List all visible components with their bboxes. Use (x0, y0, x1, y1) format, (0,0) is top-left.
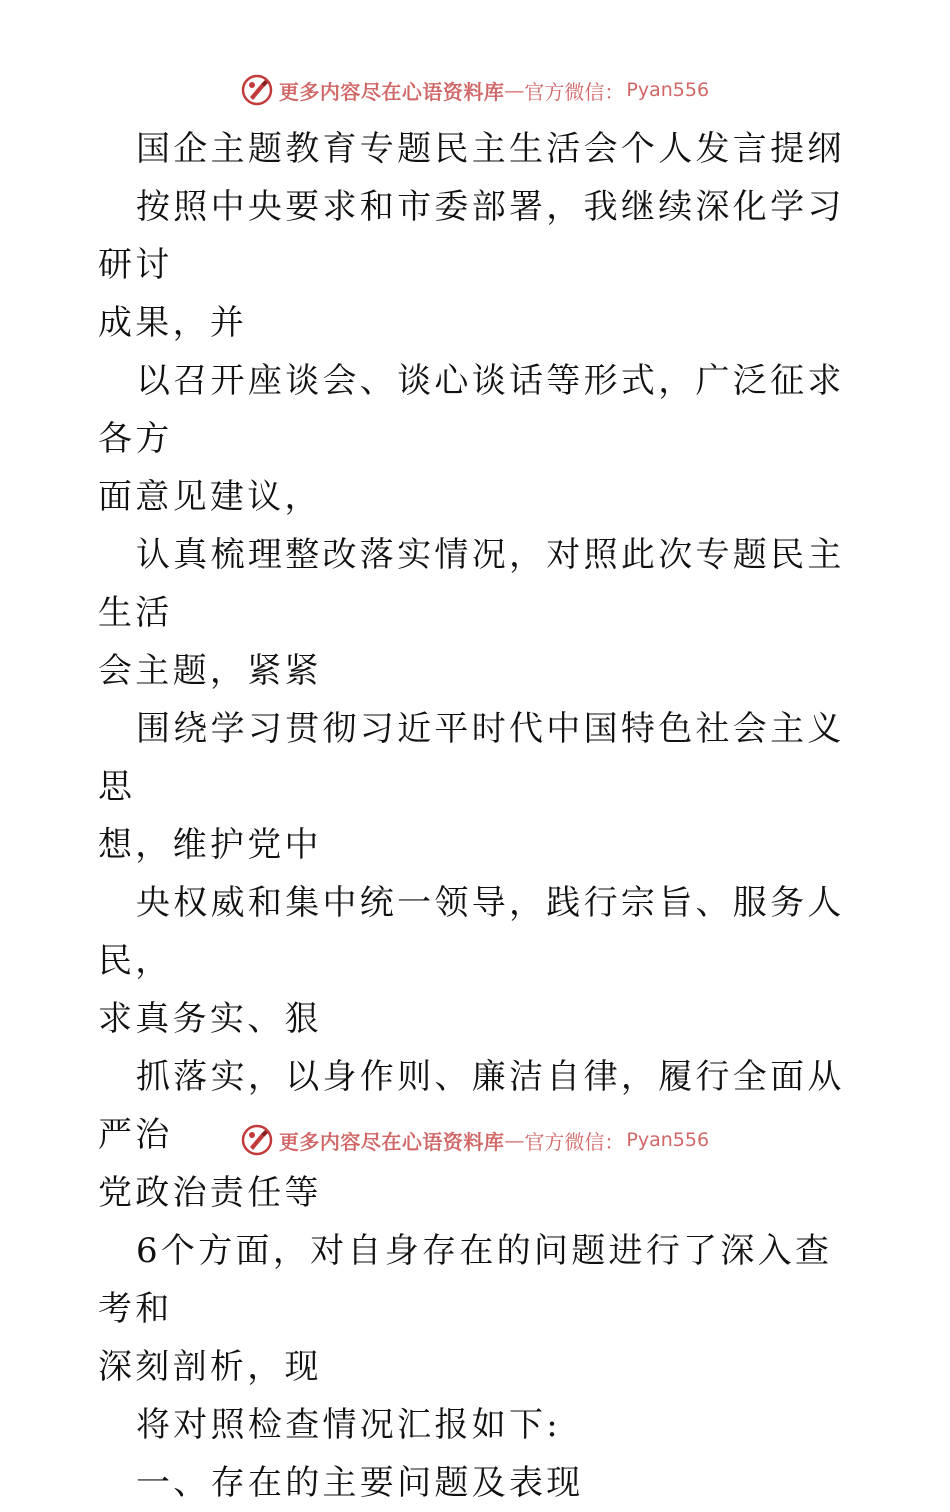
header-banner (0, 70, 950, 110)
document-title: 国企主题教育专题民主生活会个人发言提纲 (136, 129, 845, 169)
banner-wechat-id: Pyan556 (626, 79, 710, 101)
banner-wechat-id: Pyan556 (626, 1129, 710, 1151)
closing-line: 将对照检查情况汇报如下: (136, 1405, 562, 1445)
paragraph-line: 党政治责任等 (98, 1173, 322, 1213)
paragraph-1 (98, 178, 858, 352)
paragraph-line: 6个方面，对自身存在的问题进行了深入查考和 (98, 1231, 833, 1329)
paragraph-line: 以召开座谈会、谈心谈话等形式，广泛征求各方 (98, 361, 845, 459)
paragraph-4 (98, 700, 858, 874)
banner-wechat-label: 官方微信： (524, 1129, 625, 1154)
paragraph-line: 认真梳理整改落实情况，对照此次专题民主生活 (98, 535, 845, 633)
paragraph-line: 面意见建议， (98, 477, 322, 517)
paragraph-3 (98, 526, 858, 700)
footer-banner (0, 1120, 950, 1160)
banner-separator: — (504, 1128, 525, 1152)
banner-brand-text: 更多内容尽在心语资料库 (278, 1129, 505, 1154)
banner-wechat-label: 官方微信： (524, 79, 625, 104)
paragraph-line: 央权威和集中统一领导，践行宗旨、服务人民， (98, 883, 845, 981)
paragraph-line: 想，维护党中 (98, 825, 322, 865)
section-heading: 一、存在的主要问题及表现 (136, 1463, 584, 1503)
paragraph-line: 会主题，紧紧 (98, 651, 322, 691)
document-body (98, 120, 858, 1512)
paragraph-7 (98, 1222, 858, 1396)
paragraph-line: 求真务实、狠 (98, 999, 322, 1039)
paragraph-line: 深刻剖析，现 (98, 1347, 322, 1387)
paragraph-2 (98, 352, 858, 526)
paragraph-line: 抓落实，以身作则、廉洁自律，履行全面从严治 (98, 1057, 845, 1155)
paragraph-line: 按照中央要求和市委部署，我继续深化学习研讨 (98, 187, 845, 285)
banner-brand-text: 更多内容尽在心语资料库 (278, 79, 505, 104)
paragraph-line: 成果，并 (98, 303, 248, 343)
paragraph-5 (98, 874, 858, 1048)
banner-separator: — (504, 78, 525, 102)
pen-logo-icon (241, 74, 273, 106)
paragraph-line: 围绕学习贯彻习近平时代中国特色社会主义思 (98, 709, 845, 807)
pen-logo-icon (241, 1124, 273, 1156)
